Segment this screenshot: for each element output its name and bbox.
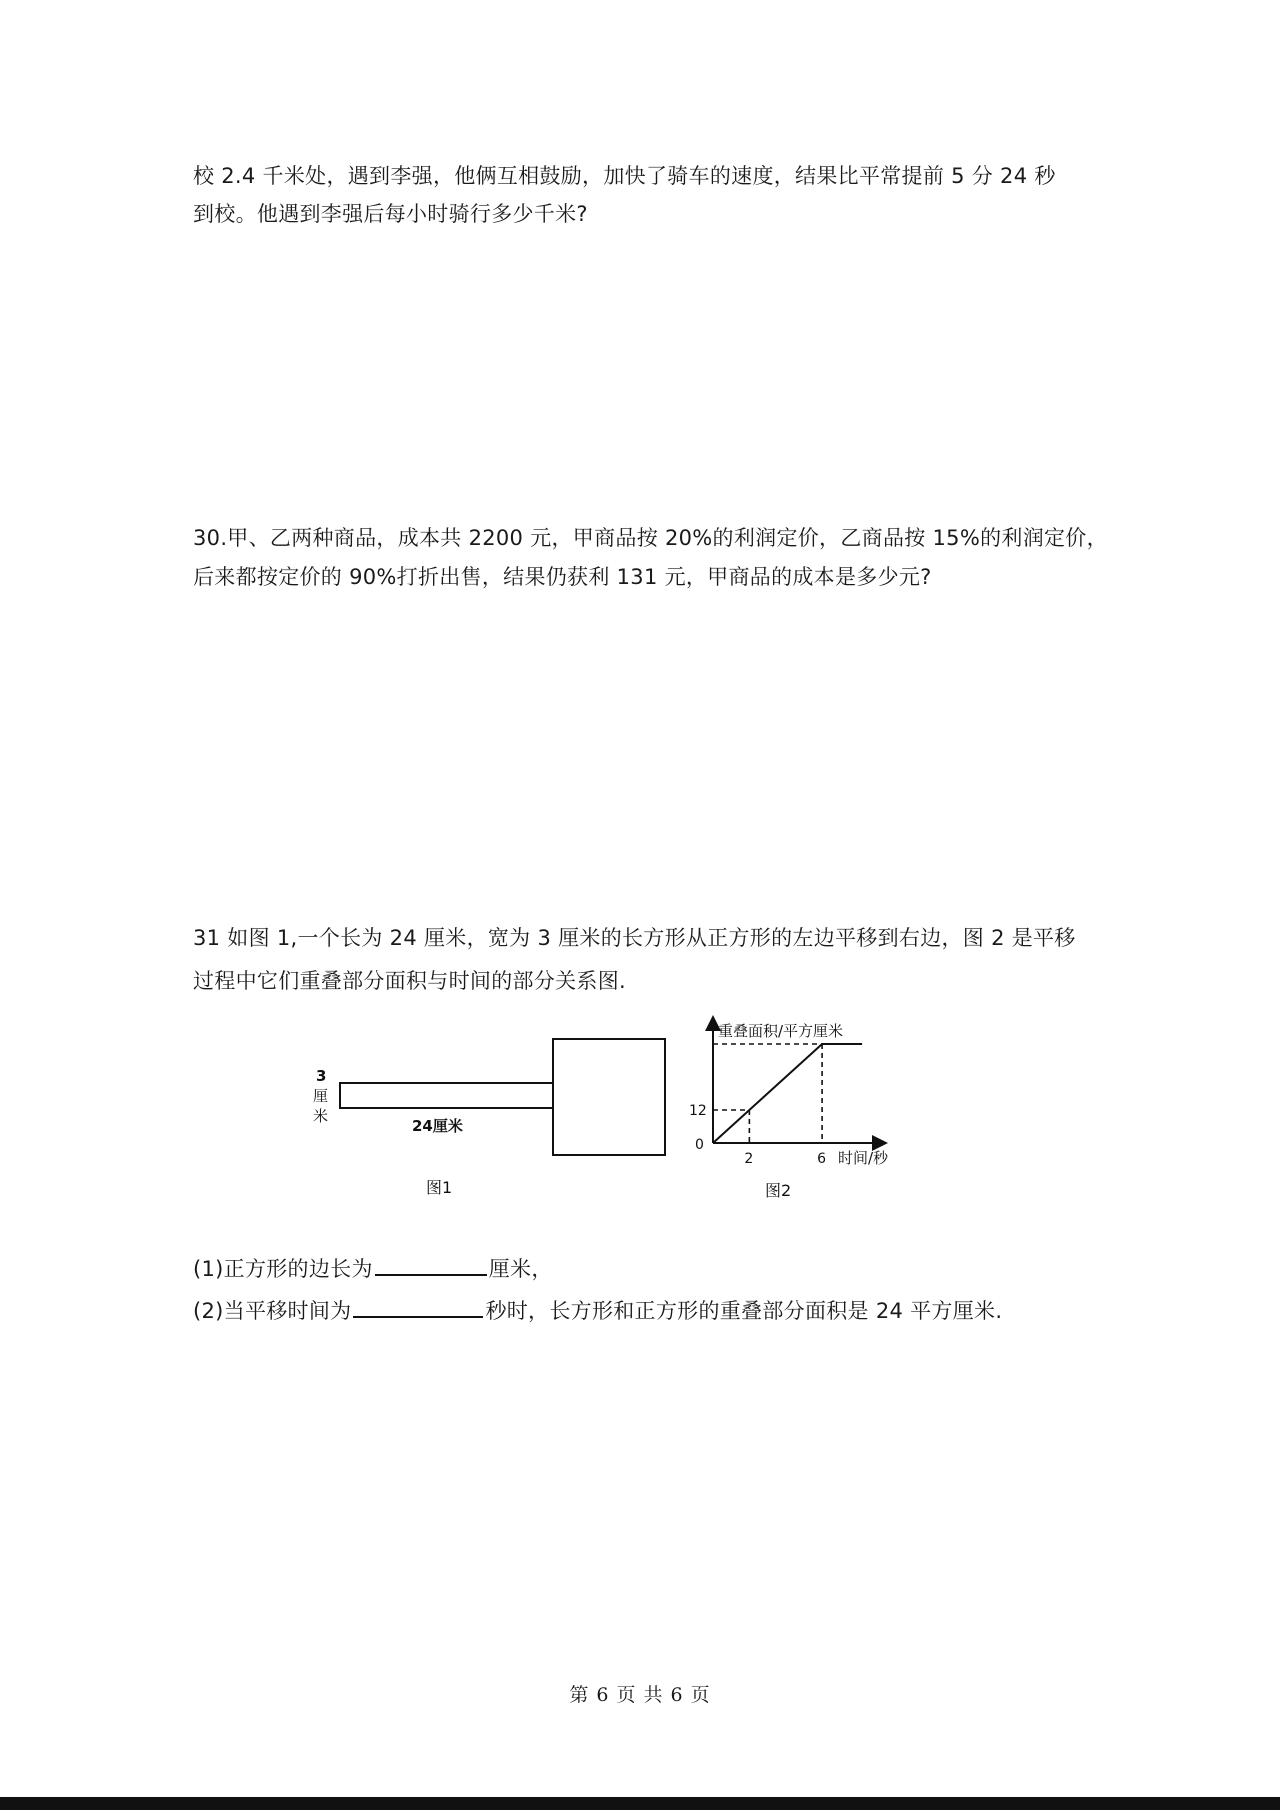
- answer-blank-1[interactable]: [375, 1254, 487, 1276]
- q31-line-1: 31 如图 1,一个长为 24 厘米，宽为 3 厘米的长方形从正方形的左边平移到右边，图 2 是平移: [193, 926, 1076, 950]
- fig1-width-unit-1: 厘: [313, 1087, 329, 1105]
- sub2-suffix: 秒时，长方形和正方形的重叠部分面积是 24 平方厘米.: [485, 1299, 1003, 1323]
- y-axis-label: 重叠面积/平方厘米: [718, 1022, 844, 1040]
- q31-line-2: 过程中它们重叠部分面积与时间的部分关系图.: [193, 969, 626, 993]
- fig1-width-number: 3: [316, 1067, 327, 1085]
- q31-sub-question-1: [193, 1254, 553, 1284]
- fig1-length-label: 24厘米: [412, 1117, 463, 1135]
- scan-edge-bar: [0, 1797, 1280, 1810]
- sub2-prefix: (2)当平移时间为: [193, 1299, 352, 1323]
- fig2-caption: 图2: [765, 1181, 792, 1200]
- q30-line-2: 后来都按定价的 90%打折出售，结果仍获利 131 元，甲商品的成本是多少元?: [193, 565, 932, 589]
- sub1-prefix: (1)正方形的边长为: [193, 1257, 373, 1281]
- fig1-caption: 图1: [426, 1178, 453, 1197]
- x-tick-label-1: 2: [744, 1151, 754, 1167]
- sub1-suffix: 厘米，: [488, 1257, 553, 1281]
- page-footer: 第 6 页 共 6 页: [569, 1684, 711, 1706]
- q29-line-1: 校 2.4 千米处，遇到李强，他俩互相鼓励，加快了骑车的速度，结果比平常提前 5 分 24 秒: [193, 164, 1056, 188]
- figure-2-chart: [680, 1008, 920, 1208]
- q29-line-2: 到校。他遇到李强后每小时骑行多少千米?: [193, 202, 588, 226]
- x-tick-label-2: 6: [817, 1151, 827, 1167]
- x-tick-label-0: 0: [695, 1137, 704, 1153]
- series-line-0: [713, 1044, 862, 1143]
- fig1-width-unit-2: 米: [313, 1107, 329, 1125]
- answer-blank-2[interactable]: [353, 1296, 483, 1318]
- square-shape: [553, 1039, 665, 1155]
- figure-1: [300, 1025, 680, 1205]
- y-tick-label-0: 12: [689, 1103, 707, 1119]
- q30-line-1: 30.甲、乙两种商品，成本共 2200 元，甲商品按 20%的利润定价，乙商品按 15%的利润定价，: [193, 526, 1108, 550]
- x-axis-label: 时间/秒: [838, 1149, 889, 1167]
- rectangle-shape: [340, 1083, 553, 1108]
- q31-sub-question-2: [193, 1296, 1002, 1326]
